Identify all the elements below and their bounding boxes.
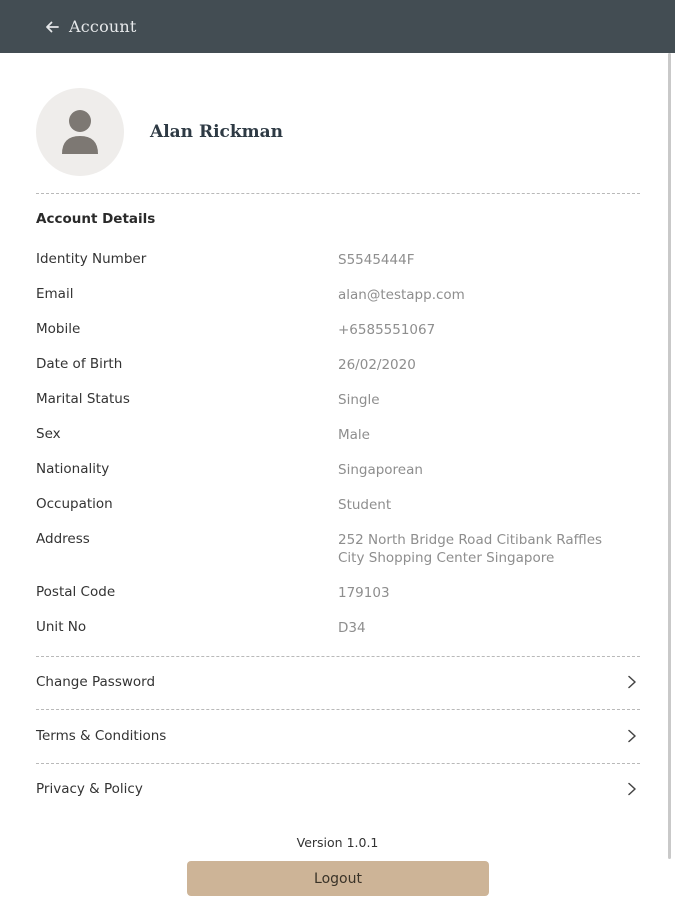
detail-value: Male [338,427,370,443]
detail-value: Single [338,392,380,408]
detail-label: Nationality [36,461,110,477]
detail-row-unit-no [36,619,640,637]
detail-row-sex [36,426,640,444]
detail-row-mobile [36,321,640,339]
scrollbar[interactable] [668,53,671,859]
detail-value: alan@testapp.com [338,287,465,303]
profile-header [36,88,283,176]
detail-row-email [36,286,640,304]
menu-item-terms-conditions[interactable] [36,721,640,751]
profile-name: Alan Rickman [150,122,284,142]
detail-row-occupation [36,496,640,514]
detail-label: Mobile [36,321,81,337]
detail-label: Unit No [36,619,87,635]
chevron-right-icon [626,782,638,796]
menu-item-label: Change Password [36,674,156,690]
detail-label: Address [36,531,90,547]
detail-value: S5545444F [338,252,415,268]
detail-label: Date of Birth [36,356,123,372]
detail-label: Identity Number [36,251,147,267]
user-avatar-icon [36,88,124,176]
detail-row-address [36,531,640,567]
detail-label: Email [36,286,74,302]
divider [36,709,640,710]
detail-label: Sex [36,426,61,442]
detail-value: +6585551067 [338,322,436,338]
page-title: Account [69,17,137,36]
arrow-left-icon[interactable] [44,19,60,35]
detail-label: Marital Status [36,391,130,407]
app-version: Version 1.0.1 [296,835,379,850]
section-title-account-details: Account Details [36,211,156,227]
detail-value: 252 North Bridge Road Citibank Raffles City Shopping Center Singapore [338,532,603,566]
detail-value: D34 [338,620,366,636]
detail-value: 26/02/2020 [338,357,416,373]
detail-label: Occupation [36,496,113,512]
detail-value: 179103 [338,585,390,601]
detail-row-identity-number [36,251,640,269]
detail-row-postal-code [36,584,640,602]
detail-label: Postal Code [36,584,116,600]
chevron-right-icon [626,675,638,689]
divider [36,193,640,194]
menu-item-change-password[interactable] [36,667,640,697]
detail-row-marital-status [36,391,640,409]
detail-row-date-of-birth [36,356,640,374]
top-app-bar [0,0,675,53]
menu-item-label: Privacy & Policy [36,781,143,797]
menu-item-privacy-policy[interactable] [36,774,640,804]
divider [36,763,640,764]
chevron-right-icon [626,729,638,743]
detail-value: Singaporean [338,462,423,478]
menu-item-label: Terms & Conditions [36,728,167,744]
detail-value: Student [338,497,392,513]
divider [36,656,640,657]
detail-row-nationality [36,461,640,479]
logout-button[interactable]: Logout [187,861,489,896]
